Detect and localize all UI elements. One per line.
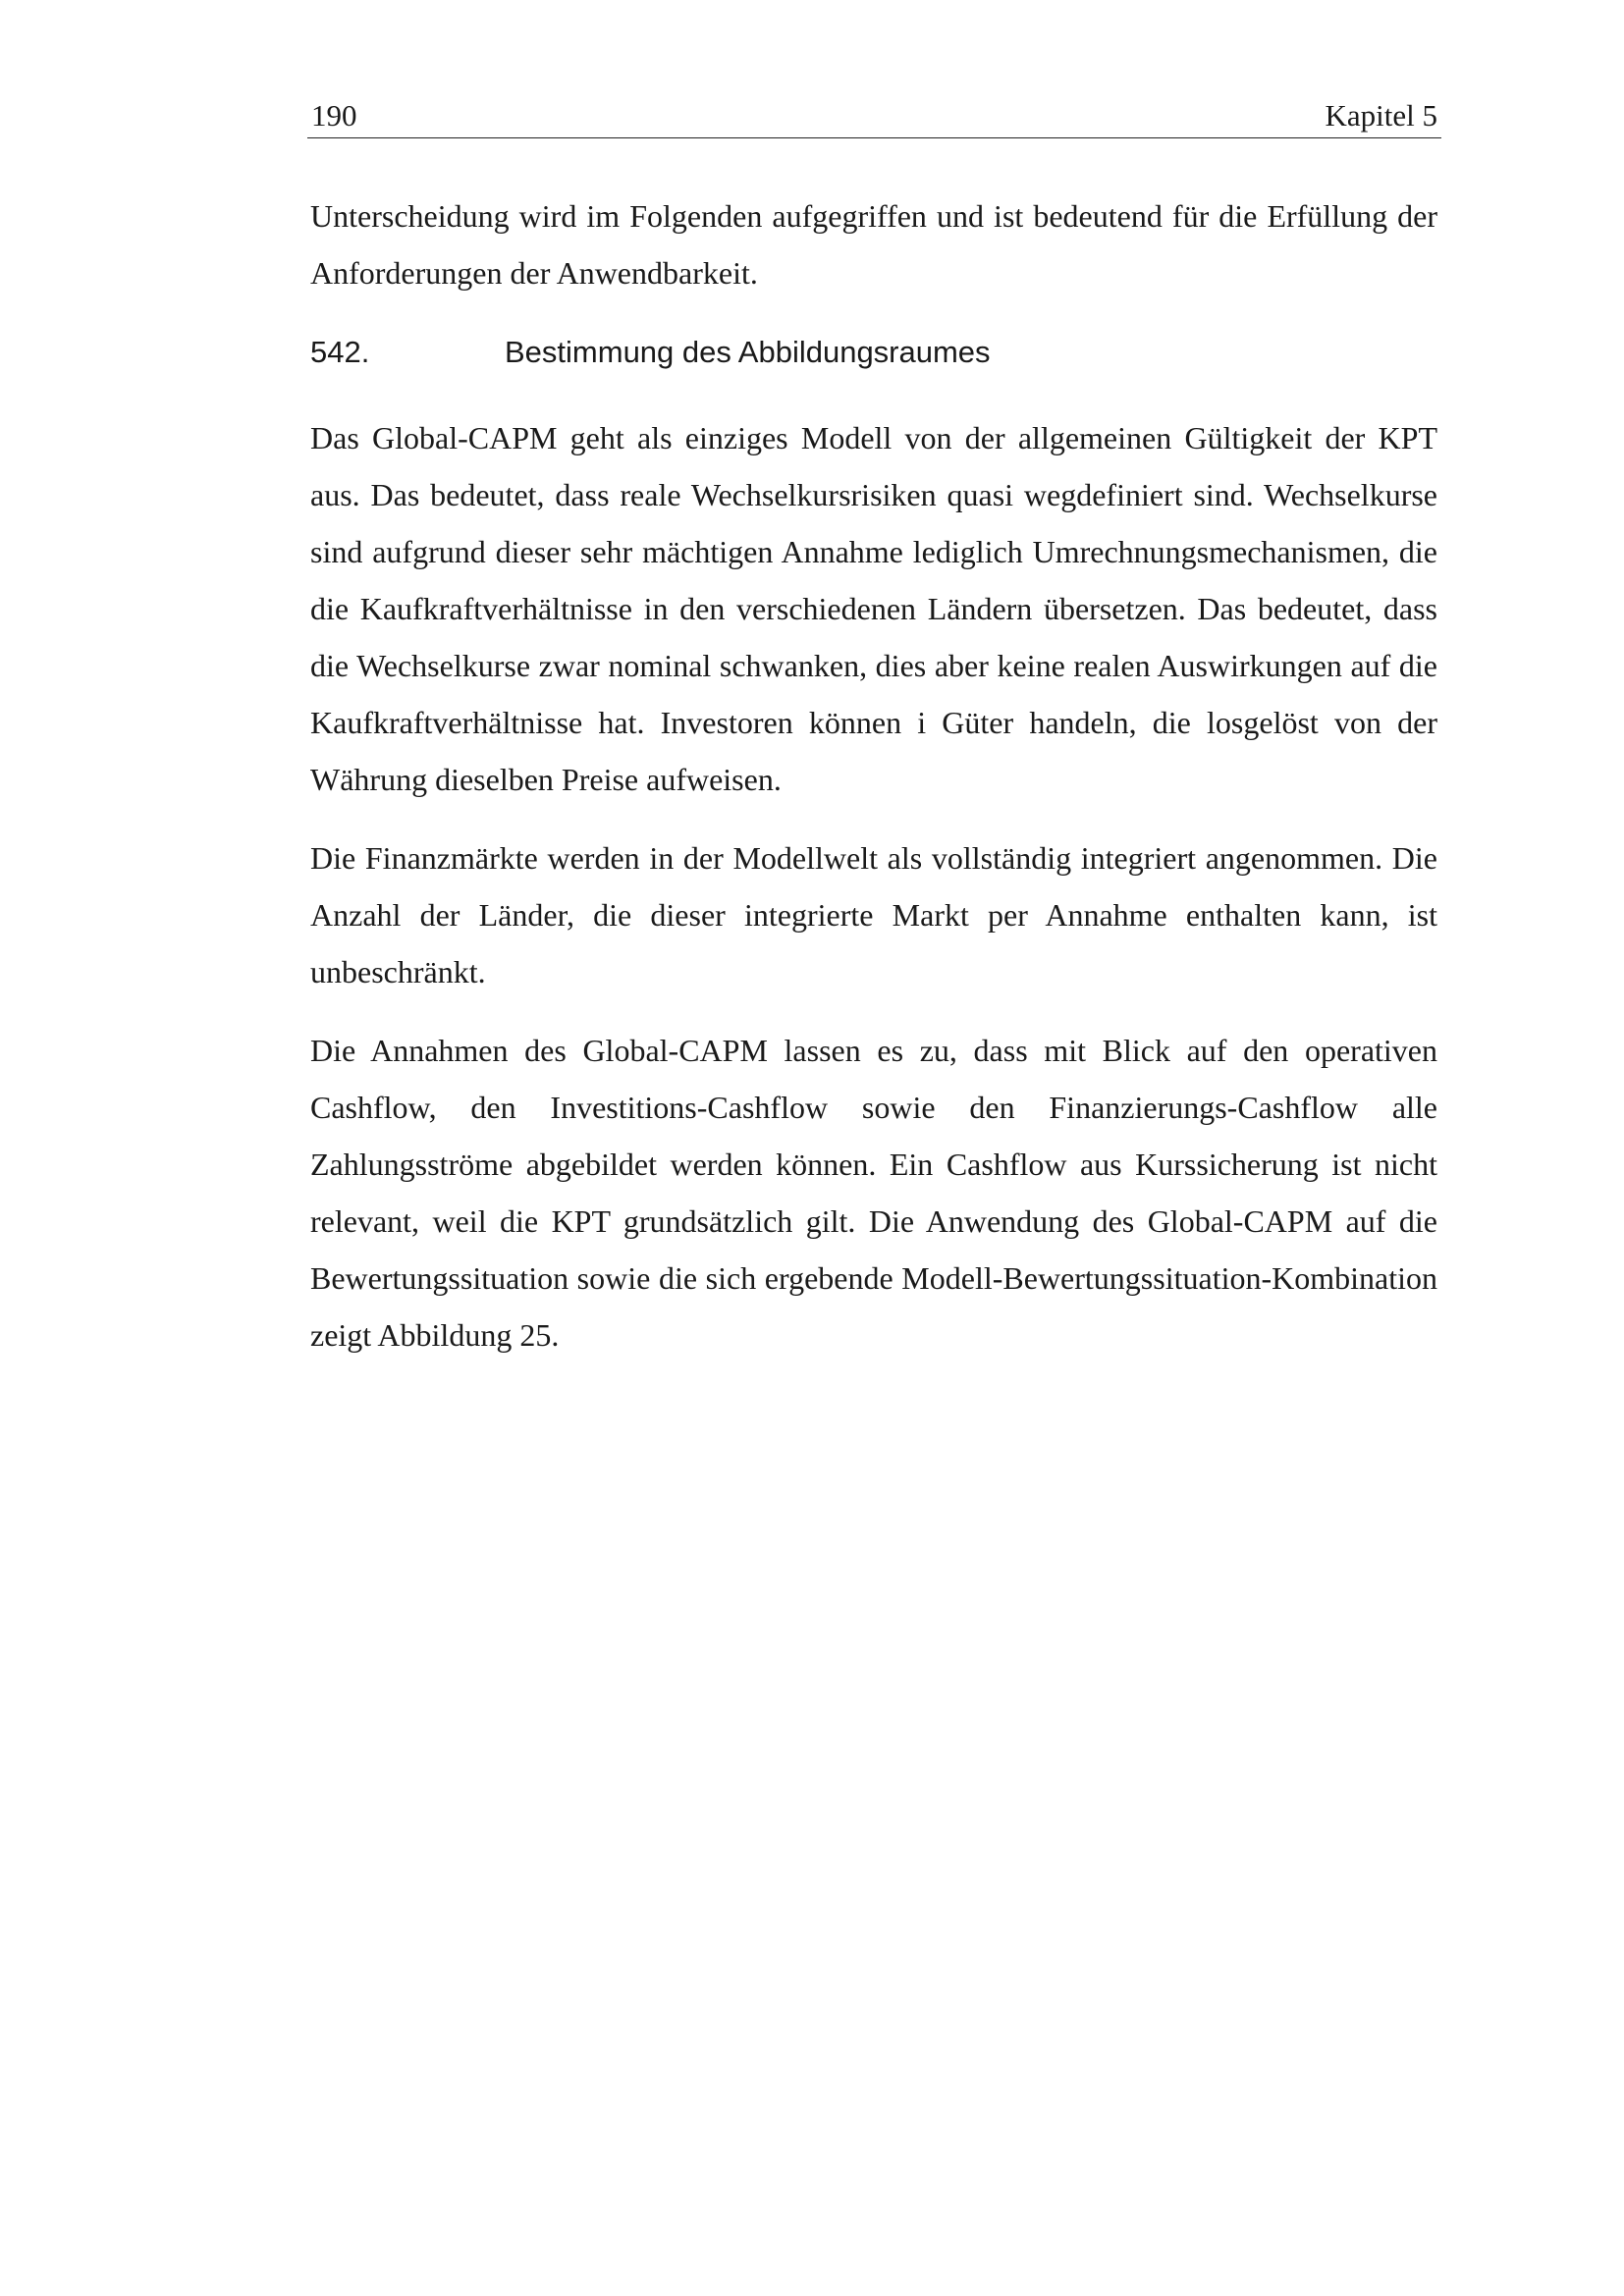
paragraph: Die Annahmen des Global-CAPM lassen es zu, dass mit Blick auf den operativen Cashflow, den Investitions-Cashflow sowie den Finanzierungs-Cashflow alle Zahlungsströme abgebildet werden können. Ein Cashflow aus Kurssicherung ist nicht relevant, weil die KPT grundsätzlich gilt. Die Anwendung des Global-CAPM auf die Bewertungssituation sowie die sich ergebende Modell-Bewertungssituation-Kombination zeigt Abbildung 25. <box>310 1033 1437 1353</box>
section-number: 542. <box>310 335 370 369</box>
chapter-label: Kapitel 5 <box>1325 98 1437 133</box>
page-body <box>310 187 1437 1363</box>
paragraph: Die Finanzmärkte werden in der Modellwelt als vollständig integriert angenommen. Die Anzahl der Länder, die dieser integrierte Markt per Annahme enthalten kann, ist unbeschränkt. <box>310 840 1437 989</box>
section-heading <box>310 329 1437 376</box>
section-title: Bestimmung des Abbildungsraumes <box>505 335 991 369</box>
page-header <box>307 96 1441 138</box>
paragraph: Das Global-CAPM geht als einziges Modell von der allgemeinen Gültigkeit der KPT aus. Das bedeutet, dass reale Wechselkursrisiken quasi wegdefiniert sind. Wechselkurse sind aufgrund dieser sehr mächtigen Annahme lediglich Umrechnungsmechanismen, die die Kaufkraftverhältnisse in den verschiedenen Ländern übersetzen. Das bedeutet, dass die Wechselkurse zwar nominal schwanken, dies aber keine realen Auswirkungen auf die Kaufkraftverhältnisse hat. Investoren können i Güter handeln, die losgelöst von der Währung dieselben Preise aufweisen. <box>310 420 1437 797</box>
page-number: 190 <box>311 98 357 133</box>
paragraph-continuation: Unterscheidung wird im Folgenden aufgegriffen und ist bedeutend für die Erfüllung der Anforderungen der Anwendbarkeit. <box>310 198 1437 291</box>
